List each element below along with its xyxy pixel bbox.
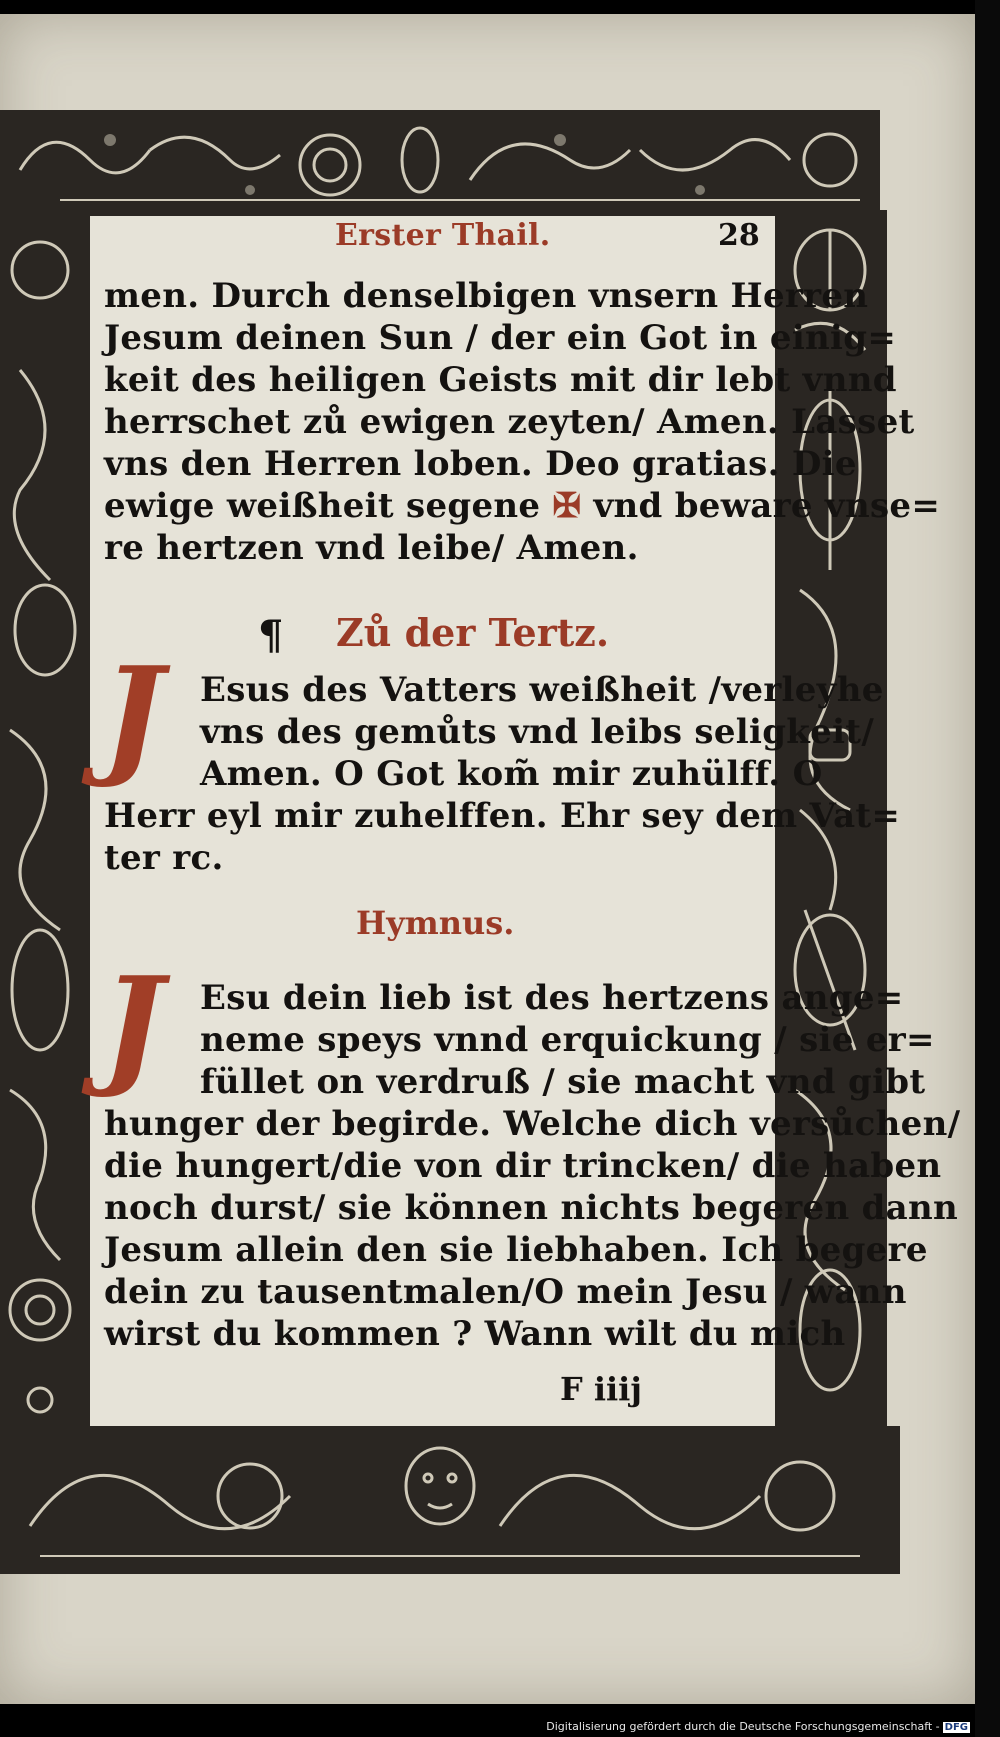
text-line: die hungert/die von dir trincken/ die haben: [104, 1146, 942, 1186]
ornamental-border-left: [0, 210, 90, 1432]
pilcrow-mark: ¶: [258, 612, 284, 659]
book-fore-edge: [975, 0, 1000, 1737]
footer-text: Digitalisierung gefördert durch die Deutsche Forschungsgemeinschaft -: [546, 1720, 940, 1733]
section-heading: Hymnus.: [356, 904, 515, 942]
text-line: Amen. O Got kom̃ mir zuhülff. O: [200, 754, 823, 794]
dfg-logo: DFG: [944, 1722, 968, 1733]
text-line: ter rc.: [104, 838, 224, 878]
section-heading: Zů der Tertz.: [336, 610, 610, 655]
text-line: Esus des Vatters weißheit /verleyhe: [200, 670, 884, 710]
text-line: Herr eyl mir zuhelffen. Ehr sey dem Vat=: [104, 796, 901, 836]
text-line: re hertzen vnd leibe/ Amen.: [104, 528, 639, 568]
text-line: keit des heiligen Geists mit dir lebt vnnd: [104, 360, 897, 400]
rubricated-initial: J: [102, 638, 164, 791]
text-line: wirst du kommen ? Wann wilt du mich: [104, 1314, 846, 1354]
red-cross-icon: ✠: [552, 486, 582, 526]
ornamental-border-bottom: [0, 1426, 900, 1574]
signature-mark: F iiij: [560, 1370, 642, 1408]
running-head: Erster Thail.: [335, 218, 551, 253]
text-line: hunger der begirde. Welche dich versůchen/: [104, 1104, 961, 1144]
footer-credit: [546, 1720, 970, 1733]
ornamental-border-top: [0, 110, 880, 216]
text-segment: ewige weißheit segene: [104, 486, 541, 526]
text-line: neme speys vnnd erquickung / sie er=: [200, 1020, 935, 1060]
text-line: herrschet zů ewigen zeyten/ Amen. Lasset: [104, 402, 915, 442]
text-line: Jesum allein den sie liebhaben. Ich begere: [104, 1230, 928, 1270]
text-line: [104, 486, 940, 526]
text-line: Esu dein lieb ist des hertzens ange=: [200, 978, 904, 1018]
text-line: vns den Herren loben. Deo gratias. Die: [104, 444, 857, 484]
page-number: 28: [718, 218, 760, 253]
text-segment: vnd beware vnse=: [593, 486, 941, 526]
rubricated-initial: J: [102, 948, 164, 1101]
text-line: noch durst/ sie können nichts begeren dann: [104, 1188, 959, 1228]
text-line: dein zu tausentmalen/O mein Jesu / wann: [104, 1272, 907, 1312]
text-line: füllet on verdruß / sie macht vnd gibt: [200, 1062, 926, 1102]
text-line: vns des gemůts vnd leibs seligkeit/: [200, 712, 875, 752]
text-line: Jesum deinen Sun / der ein Got in einig=: [104, 318, 897, 358]
text-line: men. Durch denselbigen vnsern Herren: [104, 276, 869, 316]
